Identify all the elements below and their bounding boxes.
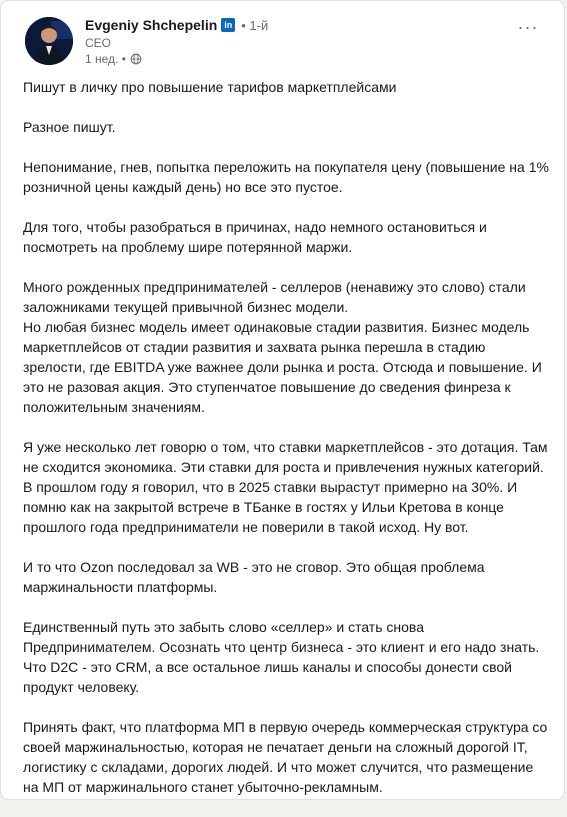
post-timestamp: 1 нед. • (85, 52, 126, 66)
post-header (25, 15, 548, 69)
author-meta (85, 15, 268, 67)
post-paragraph: Я уже несколько лет говорю о том, что ставки маркетплейсов - это дотация. Там не сходится экономика. Эти ставки для роста и привлечения нужных категорий. В прошлом году я говорил, что в 2025 ставки вырастут примерно на 30%. И помню как на закрытой встрече в ТБанке в гостях у Ильи Кретова в конце прошлого года предприниматели не поверили в такой исход. Ну вот. (23, 439, 548, 535)
avatar[interactable] (25, 17, 73, 65)
author-name-row (85, 15, 268, 35)
post-paragraph: Принять факт, что платформа МП в первую очередь коммерческая структура со своей маржинальностью, которая не печатает деньги на сложный дорогой IT, логистику с складами, дорогих людей. И что может случится, что размещение на МП от маржинального станет убыточно-рекламным. (23, 719, 548, 795)
post-paragraph: Непонимание, гнев, попытка переложить на покупателя цену (повышение на 1% розничной цены каждый день) но все это пустое. (23, 159, 549, 195)
globe-icon (130, 53, 142, 65)
more-options-button[interactable]: ··· (517, 16, 539, 37)
author-name[interactable]: Evgeniy Shchepelin (85, 17, 218, 33)
post-paragraph: Для того, чтобы разобраться в причинах, надо немного остановиться и посмотреть на проблему шире потерянной маржи. (23, 219, 487, 255)
avatar-photo (25, 17, 73, 65)
post-paragraph: Много рожденных предпринимателей - селлеров (ненавижу это слово) стали заложниками текущей привычной бизнес модели. Но любая бизнес модель имеет одинаковые стадии развития. Бизнес модель маркетплейсов от стадии развития и захвата рынка перешла в стадию зрелости, где EBITDA уже важнее доли рынка и роста. Отсюда и повышение. И это не разовая акция. Это ступенчатое повышение до сведения финреза к положительным значениям. (23, 279, 542, 415)
post-paragraph: И то что Ozon последовал за WB - это не сговор. Это общая проблема маржинальности платформы. (23, 559, 485, 595)
post-paragraph: Пишут в личку про повышение тарифов маркетплейсами (23, 79, 397, 95)
post-paragraph: Разное пишут. (23, 119, 116, 135)
post-paragraph: Единственный путь это забыть слово «селлер» и стать снова Предпринимателем. Осознать что центр бизнеса - это клиент и его надо знать. Что D2C - это CRM, а все остальное лишь каналы и способы донести свой продукт человеку. (23, 619, 540, 695)
author-title: CEO (85, 36, 112, 50)
connection-degree: • 1-й (241, 17, 269, 33)
post-timestamp-row (85, 51, 268, 67)
post-body (23, 77, 551, 817)
linkedin-premium-icon: in (221, 18, 235, 32)
